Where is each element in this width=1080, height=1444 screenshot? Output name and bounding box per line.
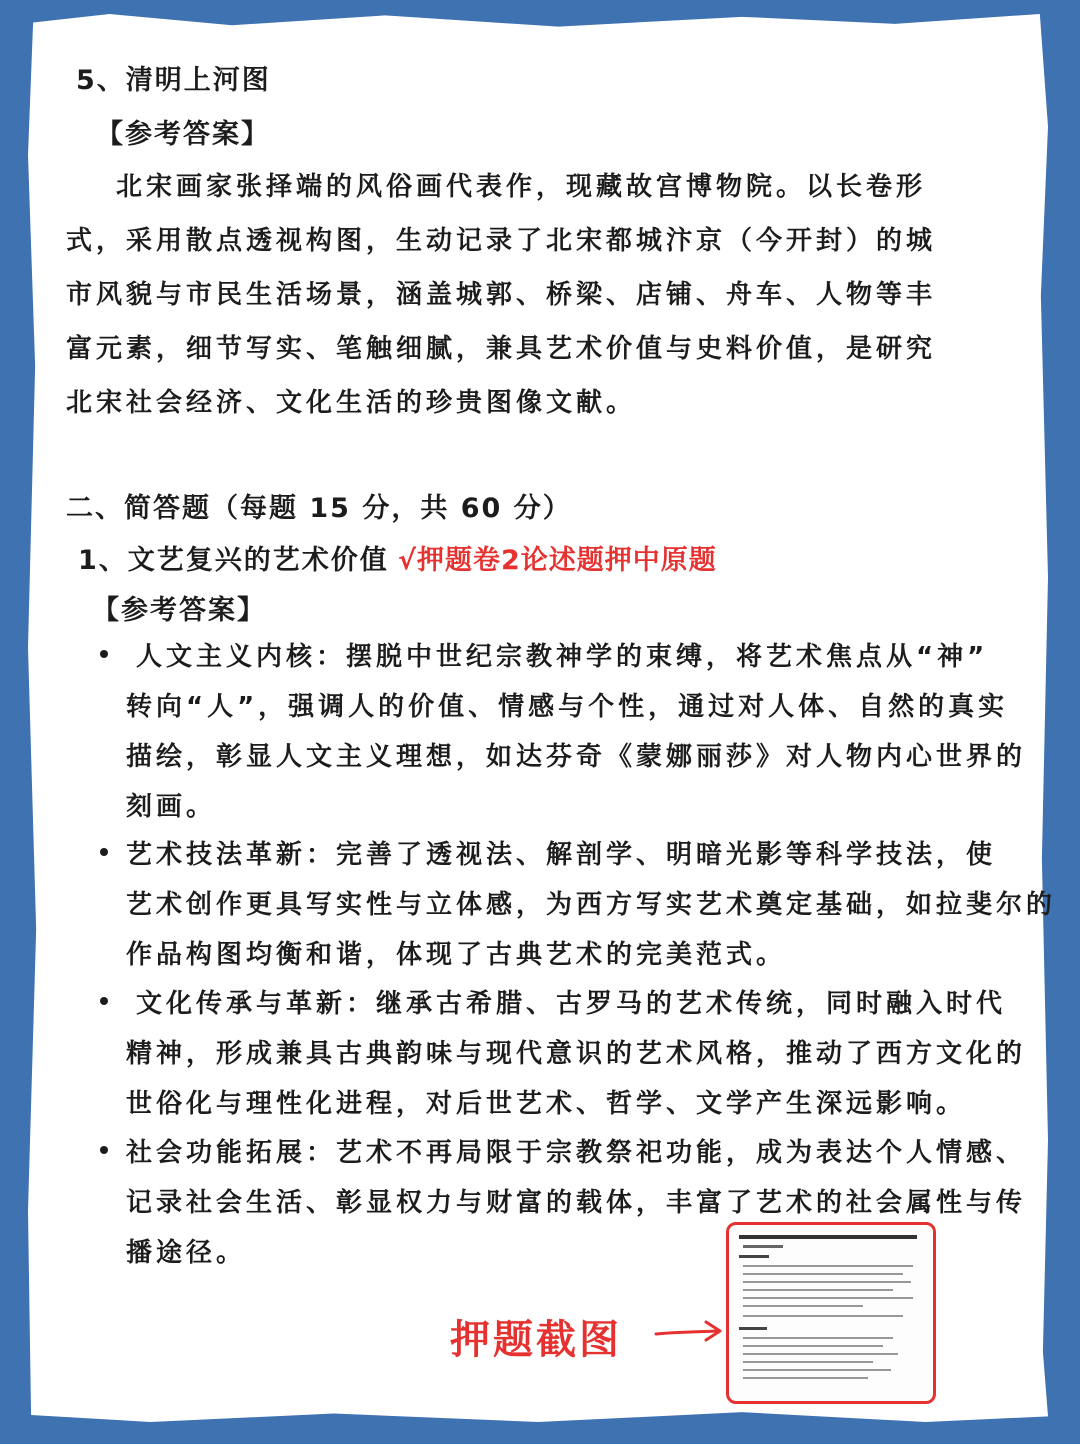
bullet-line: 艺术创作更具写实性与立体感，为西方写实艺术奠定基础，如拉斐尔的 xyxy=(126,890,1057,920)
section2-title: 二、简答题（每题 15 分，共 60 分） xyxy=(66,493,572,524)
q1-tag: √押题卷2论述题押中原题 xyxy=(398,545,717,576)
q5-line: 北宋画家张择端的风俗画代表作，现藏故宫博物院。以长卷形 xyxy=(116,172,927,202)
bullet-line: 文化传承与革新：继承古希腊、古罗马的艺术传统，同时融入时代 xyxy=(136,989,1007,1019)
bullet-line: 世俗化与理性化进程，对后世艺术、哲学、文学产生深远影响。 xyxy=(126,1089,967,1119)
arrow-right-icon xyxy=(654,1318,724,1346)
bullet-line: 刻画。 xyxy=(126,792,217,822)
bullet-dot xyxy=(100,997,108,1005)
bullet-line: 人文主义内核：摆脱中世纪宗教神学的束缚，将艺术焦点从“神” xyxy=(136,642,989,672)
bullet-line: 播途径。 xyxy=(126,1238,247,1268)
q5-line: 北宋社会经济、文化生活的珍贵图像文献。 xyxy=(66,388,637,418)
q5-line: 市风貌与市民生活场景，涵盖城郭、桥梁、店铺、舟车、人物等丰 xyxy=(66,280,937,310)
screenshot-label: 押题截图 xyxy=(450,1317,622,1363)
bullet-line: 转向“人”，强调人的价值、情感与个性，通过对人体、自然的真实 xyxy=(126,692,1009,722)
q5-line: 式，采用散点透视构图，生动记录了北宋都城汴京（今开封）的城 xyxy=(66,226,937,256)
exam-screenshot-thumbnail xyxy=(726,1222,936,1404)
document-thumbnail-icon xyxy=(729,1225,933,1401)
bullet-line: 作品构图均衡和谐，体现了古典艺术的完美范式。 xyxy=(126,940,787,970)
bullet-line: 精神，形成兼具古典韵味与现代意识的艺术风格，推动了西方文化的 xyxy=(126,1039,1027,1069)
bullet-line: 记录社会生活、彰显权力与财富的载体，丰富了艺术的社会属性与传 xyxy=(126,1188,1027,1218)
q5-answer-label: 【参考答案】 xyxy=(96,119,270,150)
bullet-dot xyxy=(100,848,108,856)
bullet-line: 社会功能拓展：艺术不再局限于宗教祭祀功能，成为表达个人情感、 xyxy=(126,1138,1027,1168)
bullet-line: 描绘，彰显人文主义理想，如达芬奇《蒙娜丽莎》对人物内心世界的 xyxy=(126,742,1027,772)
q1-title: 1、文艺复兴的艺术价值 xyxy=(78,545,389,576)
q5-line: 富元素，细节写实、笔触细腻，兼具艺术价值与史料价值，是研究 xyxy=(66,334,937,364)
q1-answer-label: 【参考答案】 xyxy=(92,595,266,626)
bullet-dot xyxy=(100,1146,108,1154)
bullet-dot xyxy=(100,650,108,658)
q5-title: 5、清明上河图 xyxy=(76,65,271,96)
bullet-line: 艺术技法革新：完善了透视法、解剖学、明暗光影等科学技法，使 xyxy=(126,840,997,870)
